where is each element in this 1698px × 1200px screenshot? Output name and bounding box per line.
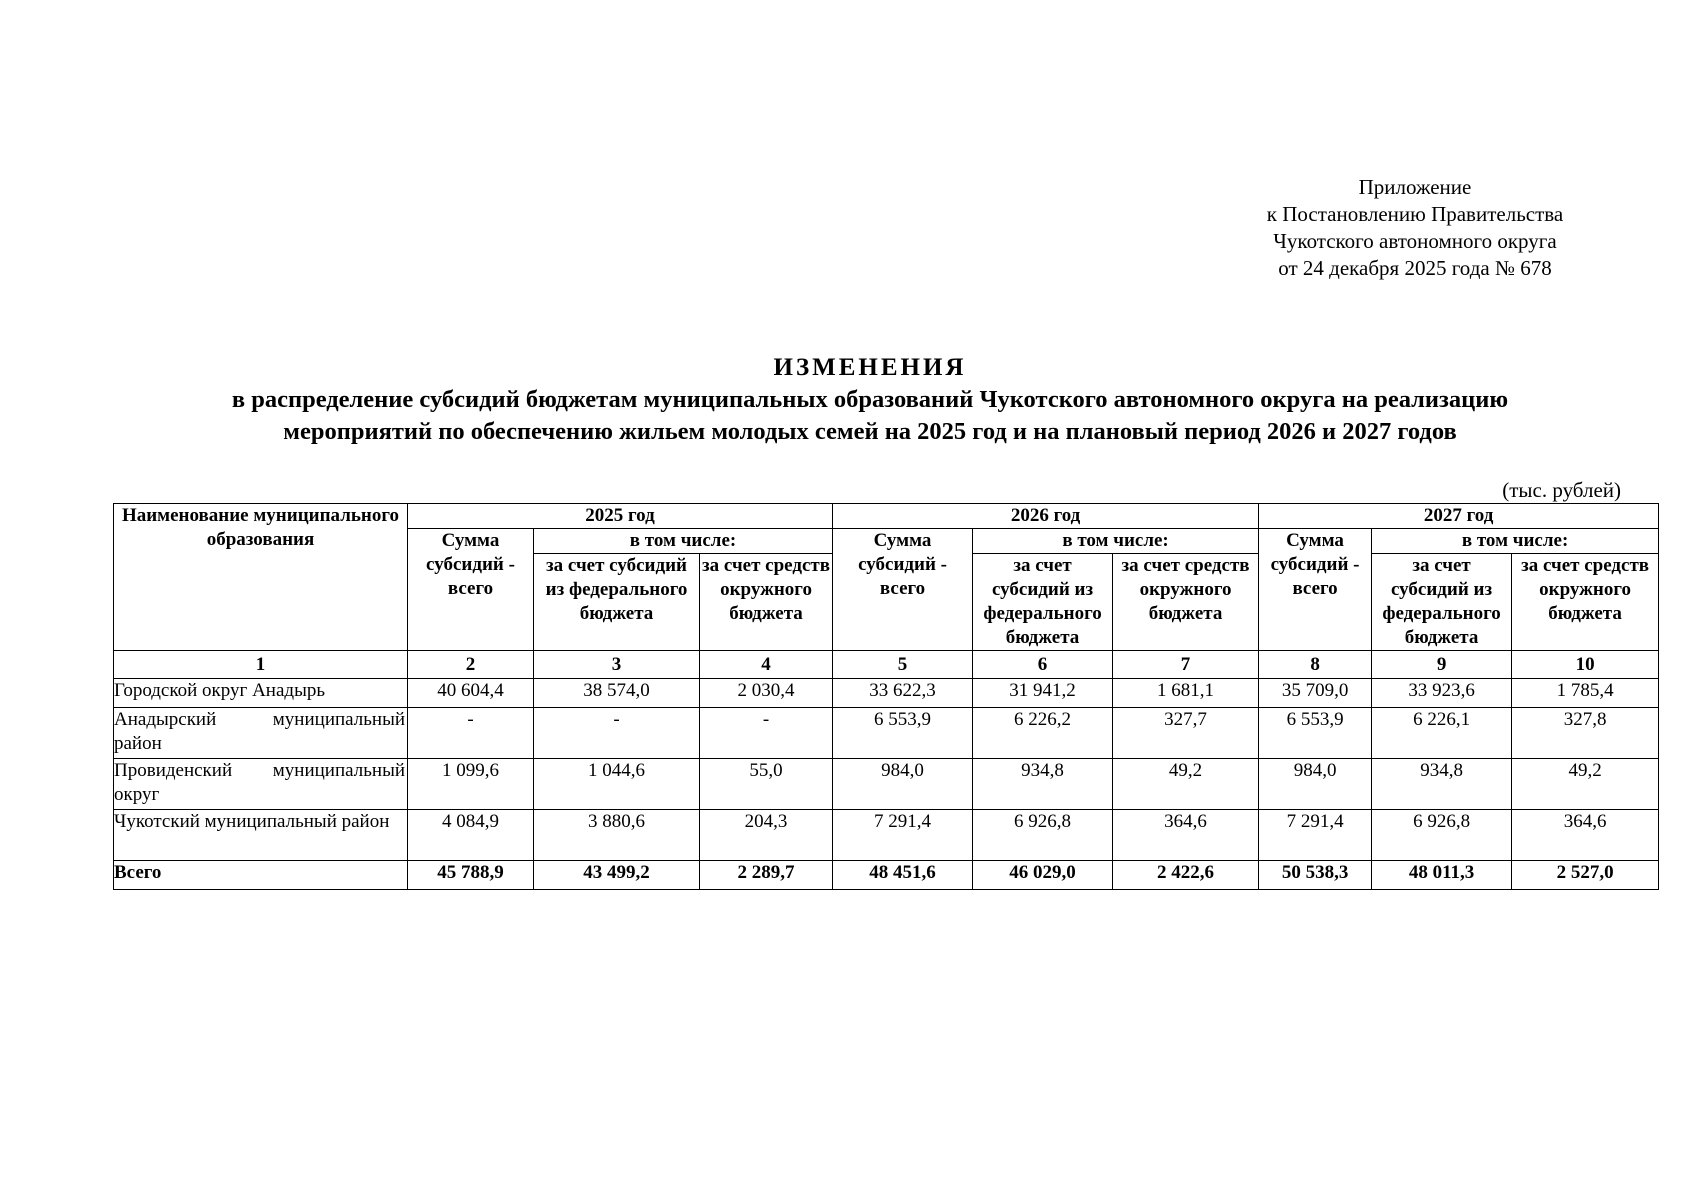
- cell-value: 35 709,0: [1259, 679, 1372, 708]
- table-row: [114, 708, 1659, 759]
- cell-value: -: [700, 708, 833, 759]
- title-heading: ИЗМЕНЕНИЯ: [773, 354, 967, 381]
- cell-value: 6 226,2: [973, 708, 1113, 759]
- header-fed-2027: за счет субсидий из федерального бюджета: [1372, 554, 1512, 651]
- table-header: [114, 504, 1659, 651]
- col-number: 8: [1259, 651, 1372, 679]
- col-number: 7: [1113, 651, 1259, 679]
- header-okr-2026: за счет средств окружного бюджета: [1113, 554, 1259, 651]
- col-number: 2: [408, 651, 534, 679]
- cell-value: 1 785,4: [1512, 679, 1659, 708]
- col-number: 1: [114, 651, 408, 679]
- header-name-col: Наименование муниципального образования: [114, 504, 408, 651]
- table-row: [114, 810, 1659, 861]
- header-year-2026: 2026 год: [833, 504, 1259, 529]
- header-fed-2025: за счет субсидий из федерального бюджета: [534, 554, 700, 651]
- cell-value: 55,0: [700, 759, 833, 810]
- cell-value: 33 923,6: [1372, 679, 1512, 708]
- total-value: 50 538,3: [1259, 861, 1372, 890]
- header-year-2027: 2027 год: [1259, 504, 1659, 529]
- cell-value: 31 941,2: [973, 679, 1113, 708]
- units-note: (тыс. рублей): [1502, 478, 1621, 502]
- annex-line-3: Чукотского автономного округа: [1273, 229, 1557, 253]
- cell-value: 49,2: [1512, 759, 1659, 810]
- annex-line-4: от 24 декабря 2025 года № 678: [1278, 256, 1552, 280]
- cell-value: 6 926,8: [973, 810, 1113, 861]
- total-value: 48 011,3: [1372, 861, 1512, 890]
- table-row: [114, 679, 1659, 708]
- cell-value: 7 291,4: [833, 810, 973, 861]
- total-value: 45 788,9: [408, 861, 534, 890]
- col-number: 4: [700, 651, 833, 679]
- row-name: Анадырский муниципальный район: [114, 708, 408, 759]
- cell-value: 984,0: [1259, 759, 1372, 810]
- header-including-2026: в том числе:: [973, 529, 1259, 554]
- total-value: 2 527,0: [1512, 861, 1659, 890]
- cell-value: 2 030,4: [700, 679, 833, 708]
- row-name: Чукотский муниципальный район: [114, 810, 408, 861]
- cell-value: 364,6: [1113, 810, 1259, 861]
- cell-value: 934,8: [1372, 759, 1512, 810]
- cell-value: 984,0: [833, 759, 973, 810]
- cell-value: 33 622,3: [833, 679, 973, 708]
- title-line-1: в распределение субсидий бюджетам муниципальных образований Чукотского автономного округа на реализацию: [231, 386, 1509, 413]
- header-including-2027: в том числе:: [1372, 529, 1659, 554]
- annex-block: [1230, 174, 1600, 282]
- cell-value: 327,8: [1512, 708, 1659, 759]
- cell-value: 40 604,4: [408, 679, 534, 708]
- col-number: 9: [1372, 651, 1512, 679]
- total-value: 48 451,6: [833, 861, 973, 890]
- cell-value: 7 291,4: [1259, 810, 1372, 861]
- document-title: [80, 352, 1660, 448]
- header-sum-2027: Сумма субсидий - всего: [1259, 529, 1372, 651]
- cell-value: 3 880,6: [534, 810, 700, 861]
- col-number: 6: [973, 651, 1113, 679]
- cell-value: 6 226,1: [1372, 708, 1512, 759]
- column-number-row: [114, 651, 1659, 679]
- header-sum-2025: Сумма субсидий - всего: [408, 529, 534, 651]
- total-value: 2 422,6: [1113, 861, 1259, 890]
- header-year-2025: 2025 год: [408, 504, 833, 529]
- cell-value: 934,8: [973, 759, 1113, 810]
- cell-value: 1 681,1: [1113, 679, 1259, 708]
- col-number: 10: [1512, 651, 1659, 679]
- row-name: Провиденский муниципальный округ: [114, 759, 408, 810]
- header-okr-2025: за счет средств окружного бюджета: [700, 554, 833, 651]
- header-including-2025: в том числе:: [534, 529, 833, 554]
- cell-value: 6 553,9: [1259, 708, 1372, 759]
- cell-value: 4 084,9: [408, 810, 534, 861]
- title-line-2: мероприятий по обеспечению жильем молодых семей на 2025 год и на плановый период 2026 и 2027 годов: [283, 418, 1457, 445]
- cell-value: 364,6: [1512, 810, 1659, 861]
- cell-value: 1 099,6: [408, 759, 534, 810]
- total-value: 46 029,0: [973, 861, 1113, 890]
- col-number: 3: [534, 651, 700, 679]
- col-number: 5: [833, 651, 973, 679]
- cell-value: 204,3: [700, 810, 833, 861]
- cell-value: 327,7: [1113, 708, 1259, 759]
- total-row: [114, 861, 1659, 890]
- cell-value: 38 574,0: [534, 679, 700, 708]
- header-fed-2026: за счет субсидий из федерального бюджета: [973, 554, 1113, 651]
- cell-value: -: [408, 708, 534, 759]
- table-row: [114, 759, 1659, 810]
- annex-line-2: к Постановлению Правительства: [1266, 202, 1564, 226]
- subsidy-table: [113, 503, 1659, 890]
- annex-line-1: Приложение: [1358, 175, 1472, 199]
- total-value: 2 289,7: [700, 861, 833, 890]
- cell-value: -: [534, 708, 700, 759]
- header-sum-2026: Сумма субсидий - всего: [833, 529, 973, 651]
- cell-value: 6 553,9: [833, 708, 973, 759]
- total-label: Всего: [114, 861, 408, 890]
- total-value: 43 499,2: [534, 861, 700, 890]
- cell-value: 49,2: [1113, 759, 1259, 810]
- cell-value: 1 044,6: [534, 759, 700, 810]
- header-okr-2027: за счет средств окружного бюджета: [1512, 554, 1659, 651]
- row-name: Городской округ Анадырь: [114, 679, 408, 708]
- cell-value: 6 926,8: [1372, 810, 1512, 861]
